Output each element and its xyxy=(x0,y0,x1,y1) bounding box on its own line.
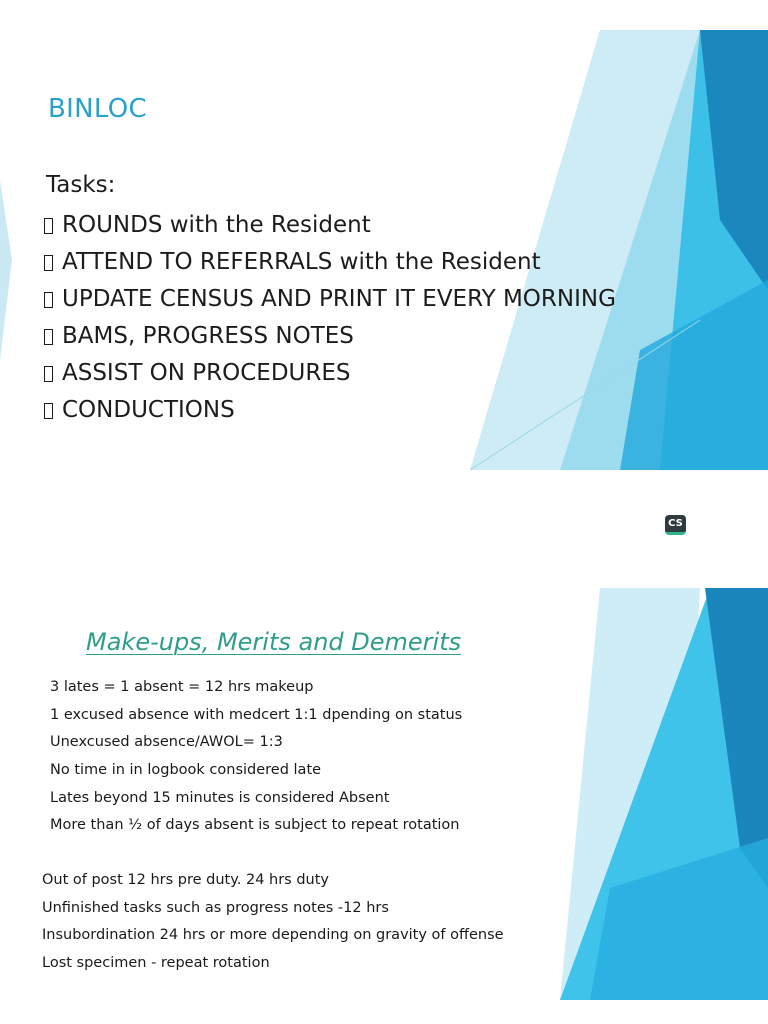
checkbox-glyph-icon xyxy=(44,218,53,234)
list-item: More than ½ of days absent is subject to repeat rotation xyxy=(50,817,460,834)
checkbox-glyph-icon xyxy=(44,403,53,419)
task-text: ASSIST ON PROCEDURES xyxy=(62,360,351,386)
list-item: Insubordination 24 hrs or more depending on gravity of offense xyxy=(42,927,504,944)
task-list xyxy=(44,207,616,429)
slide-makeups xyxy=(0,588,768,1000)
list-item xyxy=(44,355,616,392)
tasks-heading: Tasks: xyxy=(46,172,116,198)
slide-title: BINLOC xyxy=(48,94,147,124)
checkbox-glyph-icon xyxy=(44,366,53,382)
checkbox-glyph-icon xyxy=(44,329,53,345)
task-text: BAMS, PROGRESS NOTES xyxy=(62,323,354,349)
list-item: Lates beyond 15 minutes is considered Absent xyxy=(50,789,390,806)
task-text: ROUNDS with the Resident xyxy=(62,212,371,238)
rules-list xyxy=(50,674,462,840)
penalties-list xyxy=(42,867,504,978)
list-item: No time in in logbook considered late xyxy=(50,762,322,779)
list-item xyxy=(44,207,616,244)
task-text: ATTEND TO REFERRALS with the Resident xyxy=(62,249,541,275)
slide-binloc xyxy=(0,30,768,470)
list-item xyxy=(44,281,616,318)
list-item: Unfinished tasks such as progress notes -12 hrs xyxy=(42,899,389,916)
cs-logo-icon: CS xyxy=(665,515,686,535)
list-item: 1 excused absence with medcert 1:1 dpending on status xyxy=(50,706,463,723)
list-item: Out of post 12 hrs pre duty. 24 hrs duty xyxy=(42,872,330,888)
list-item: Lost specimen - repeat rotation xyxy=(42,955,270,972)
task-text: UPDATE CENSUS AND PRINT IT EVERY MORNING xyxy=(62,286,616,312)
task-text: CONDUCTIONS xyxy=(62,397,235,423)
list-item xyxy=(44,392,616,429)
list-item: 3 lates = 1 absent = 12 hrs makeup xyxy=(50,679,314,695)
checkbox-glyph-icon xyxy=(44,292,53,308)
slide-title: Make-ups, Merits and Demerits xyxy=(86,628,462,656)
checkbox-glyph-icon xyxy=(44,255,53,271)
list-item xyxy=(44,318,616,355)
list-item xyxy=(44,244,616,281)
list-item: Unexcused absence/AWOL= 1:3 xyxy=(50,734,283,751)
